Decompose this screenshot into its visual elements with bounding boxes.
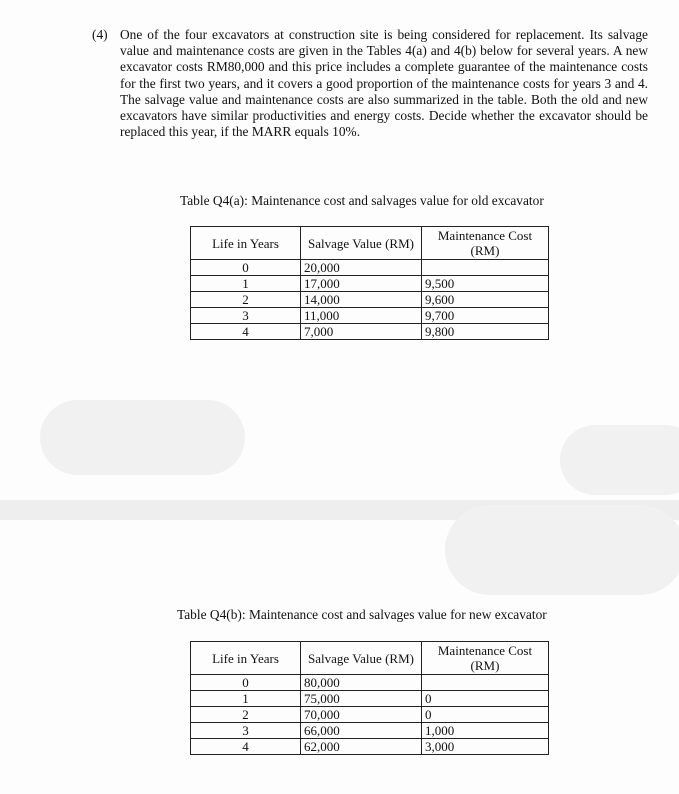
table-row (191, 723, 549, 739)
table-row (191, 707, 549, 723)
table-b-maintenance: 0 (422, 707, 549, 723)
table-row (191, 276, 549, 292)
table-a-salvage: 20,000 (301, 260, 422, 276)
table-b-caption: Table Q4(b): Maintenance cost and salvages value for new excavator (177, 607, 547, 622)
table-b-header-row (191, 642, 549, 675)
table-b-header-salvage: Salvage Value (RM) (301, 642, 422, 675)
table-a-maintenance: 9,800 (422, 324, 549, 340)
table-b-salvage: 70,000 (301, 707, 422, 723)
table-a-year: 2 (191, 292, 301, 308)
table-a-maintenance: 9,700 (422, 308, 549, 324)
table-b (190, 641, 549, 755)
table-b-salvage: 66,000 (301, 723, 422, 739)
table-a (190, 226, 549, 340)
table-b-maintenance: 0 (422, 691, 549, 707)
table-a-maintenance: 9,600 (422, 292, 549, 308)
table-a-salvage: 7,000 (301, 324, 422, 340)
table-a-maintenance: 9,500 (422, 276, 549, 292)
table-b-year: 2 (191, 707, 301, 723)
table-a-maintenance (422, 260, 549, 276)
table-a-salvage: 14,000 (301, 292, 422, 308)
table-b-header-maintenance: Maintenance Cost (RM) (422, 642, 549, 675)
table-a-salvage: 17,000 (301, 276, 422, 292)
smudge-right (560, 425, 679, 495)
table-row (191, 260, 549, 276)
table-a-year: 3 (191, 308, 301, 324)
table-row (191, 292, 549, 308)
table-b-year: 0 (191, 675, 301, 691)
table-row (191, 691, 549, 707)
table-a-salvage: 11,000 (301, 308, 422, 324)
table-b-salvage: 80,000 (301, 675, 422, 691)
table-b-year: 3 (191, 723, 301, 739)
table-a-header-salvage: Salvage Value (RM) (301, 227, 422, 260)
table-b-maintenance: 1,000 (422, 723, 549, 739)
table-a-header-maintenance: Maintenance Cost (RM) (422, 227, 549, 260)
smudge-right-lower (445, 505, 679, 595)
table-row (191, 675, 549, 691)
question-number: (4) (92, 27, 108, 42)
table-a-header-life: Life in Years (191, 227, 301, 260)
question-text: One of the four excavators at construction site is being considered for replacement. Its salvage value and maintenance costs are given in the Tables 4(a) and 4(b) below for several years. A new excavator costs RM80,000 and this price includes a complete guarantee of the maintenance costs for the first two years, and it covers a good proportion of the maintenance costs for years 3 and 4. The salvage value and maintenance costs are also summarized in the table. Both the old and new excavators have similar productivities and energy costs. Decide whether the excavator should be replaced this year, if the MARR equals 10%. (120, 27, 648, 140)
table-a-header-row (191, 227, 549, 260)
table-b-year: 1 (191, 691, 301, 707)
table-a-year: 0 (191, 260, 301, 276)
smudge-left (40, 400, 245, 475)
table-row (191, 324, 549, 340)
table-b-salvage: 62,000 (301, 739, 422, 755)
table-b-year: 4 (191, 739, 301, 755)
table-b-salvage: 75,000 (301, 691, 422, 707)
table-a-year: 1 (191, 276, 301, 292)
table-a-caption: Table Q4(a): Maintenance cost and salvages value for old excavator (180, 193, 544, 208)
table-b-header-life: Life in Years (191, 642, 301, 675)
table-row (191, 739, 549, 755)
table-b-maintenance (422, 675, 549, 691)
table-b-maintenance: 3,000 (422, 739, 549, 755)
table-row (191, 308, 549, 324)
table-a-year: 4 (191, 324, 301, 340)
question-block (92, 27, 648, 140)
